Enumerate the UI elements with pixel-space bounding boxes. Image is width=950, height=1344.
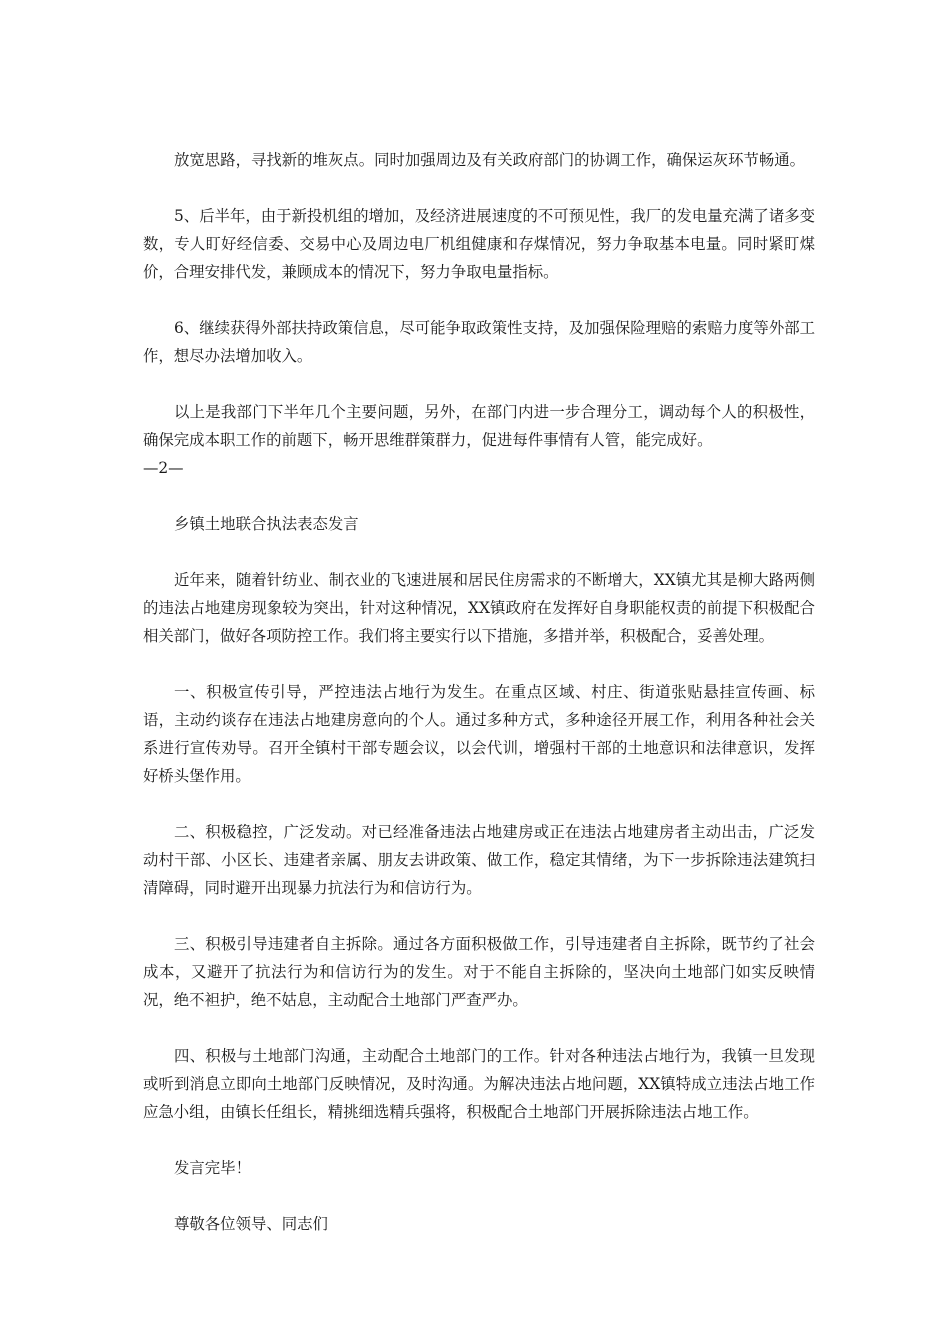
salutation-line: 尊敬各位领导、同志们: [174, 1215, 328, 1233]
paragraph-item-5: 5、后半年，由于新投机组的增加，及经济进展速度的不可预见性，我厂的发电量充满了诸多变数，专人盯好经信委、交易中心及周边电厂机组健康和存煤情况，努力争取基本电量。同时紧盯煤价，合理安排代发，兼顾成本的情况下，努力争取电量指标。: [143, 207, 815, 281]
paragraph-continuation: 放宽思路，寻找新的堆灰点。同时加强周边及有关政府部门的协调工作，确保运灰环节畅通。: [174, 151, 806, 169]
paragraph-measure-1: 一、积极宣传引导，严控违法占地行为发生。在重点区域、村庄、街道张贴悬挂宣传画、标语，主动约谈存在违法占地建房意向的个人。通过多种方式，多种途径开展工作，利用各种社会关系进行宣传劝导。召开全镇村干部专题会议，以会代训，增强村干部的土地意识和法律意识，发挥好桥头堡作用。: [143, 683, 815, 785]
paragraph-measure-2: 二、积极稳控，广泛发动。对已经准备违法占地建房或正在违法占地建房者主动出击，广泛发动村干部、小区长、违建者亲属、朋友去讲政策、做工作，稳定其情绪，为下一步拆除违法建筑扫清障碍，同时避开出现暴力抗法行为和信访行为。: [143, 823, 815, 897]
paragraph-item-6: 6、继续获得外部扶持政策信息，尽可能争取政策性支持，及加强保险理赔的索赔力度等外部工作，想尽办法增加收入。: [143, 319, 815, 365]
page-number: —2—: [143, 459, 184, 477]
paragraph-intro: 近年来，随着针纺业、制衣业的飞速进展和居民住房需求的不断增大，XX镇尤其是柳大路两侧的违法占地建房现象较为突出，针对这种情况，XX镇政府在发挥好自身职能权责的前提下积极配合相关部门，做好各项防控工作。我们将主要实行以下措施，多措并举，积极配合，妥善处理。: [143, 571, 815, 645]
section-title: 乡镇土地联合执法表态发言: [174, 515, 359, 533]
paragraph-measure-4: 四、积极与土地部门沟通，主动配合土地部门的工作。针对各种违法占地行为，我镇一旦发现或听到消息立即向土地部门反映情况，及时沟通。为解决违法占地问题，XX镇特成立违法占地工作应急小组，由镇长任组长，精挑细选精兵强将，积极配合土地部门开展拆除违法占地工作。: [143, 1047, 815, 1121]
paragraph-summary: 以上是我部门下半年几个主要问题，另外，在部门内进一步合理分工，调动每个人的积极性，确保完成本职工作的前题下，畅开思维群策群力，促进每件事情有人管，能完成好。: [143, 403, 815, 449]
closing-line: 发言完毕！: [174, 1159, 251, 1177]
document-body: [143, 146, 815, 1238]
paragraph-measure-3: 三、积极引导违建者自主拆除。通过各方面积极做工作，引导违建者自主拆除，既节约了社会成本，又避开了抗法行为和信访行为的发生。对于不能自主拆除的，坚决向土地部门如实反映情况，绝不袒护，绝不姑息，主动配合土地部门严查严办。: [143, 935, 815, 1009]
